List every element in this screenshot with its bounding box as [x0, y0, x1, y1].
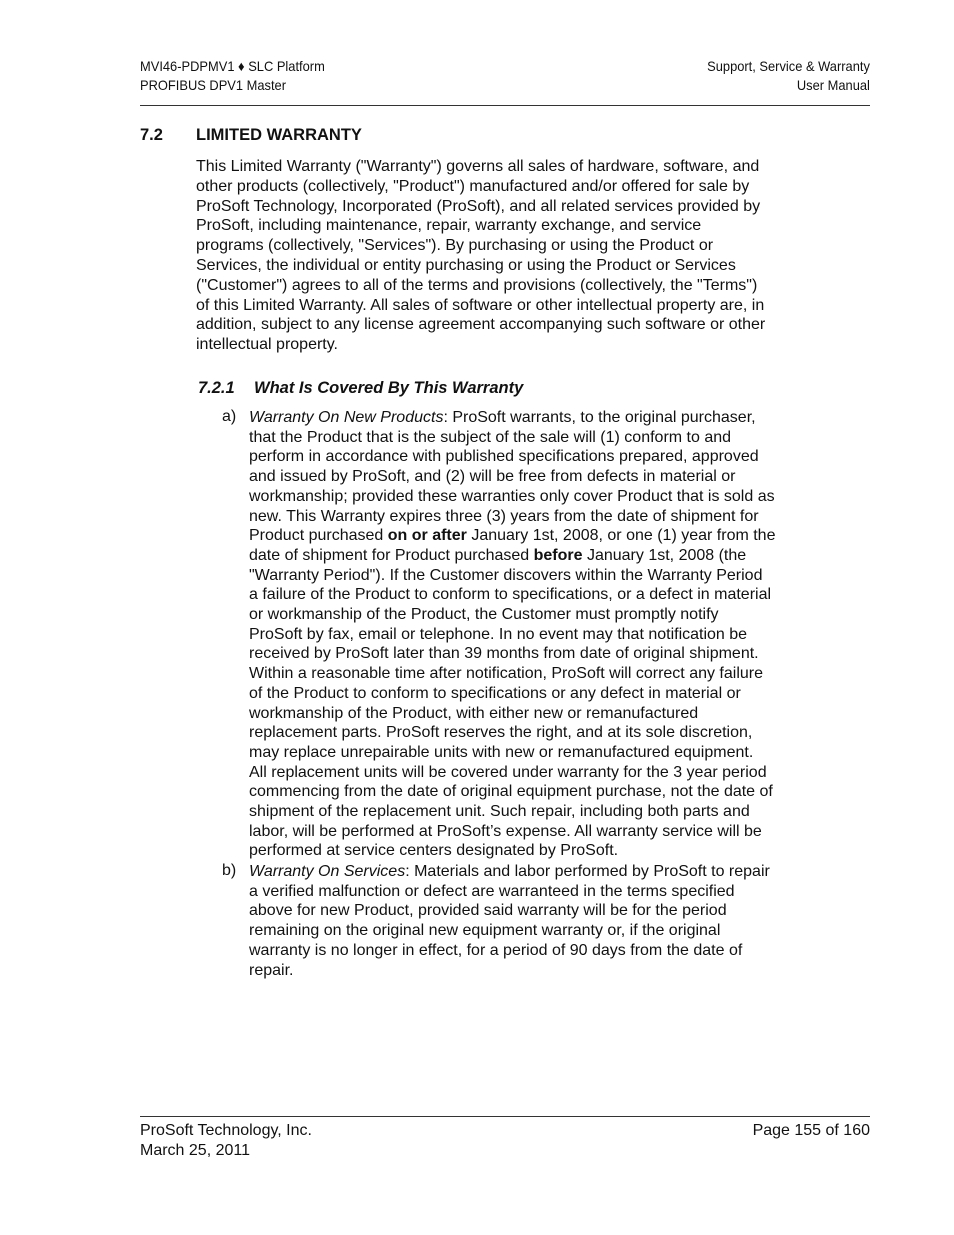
paragraph-line: addition, subject to any license agreement accompanying such software or other [196, 316, 766, 334]
footer-right [753, 1121, 870, 1141]
header-left [140, 57, 325, 95]
list-item-a-term: Warranty On New Products [249, 409, 444, 426]
list-item-b [249, 862, 829, 980]
list-item-a-first-line: Warranty On New Products: ProSoft warrants, to the original purchaser, [249, 409, 756, 426]
subsection-title: What Is Covered By This Warranty [254, 379, 524, 397]
page-footer [140, 1116, 870, 1159]
paragraph-line: programs (collectively, "Services"). By purchasing or using the Product or [196, 237, 714, 255]
list-item-b-first-line: Warranty On Services: Materials and labor performed by ProSoft to repair [249, 863, 770, 880]
page-number: Page 155 of 160 [752, 1122, 870, 1139]
paragraph-line: of this Limited Warranty. All sales of software or other intellectual property are, in [196, 296, 765, 314]
subsection-heading [198, 379, 523, 398]
list-item-b-line: above for new Product, provided said warranty will be for the period [249, 902, 727, 920]
footer-date: March 25, 2011 [140, 1141, 250, 1159]
list-item-a-line: a failure of the Product to conform to specifications, or a defect in material [249, 586, 772, 604]
emphasis-before: before [533, 546, 583, 564]
list-item-a-line: perform in accordance with published specifications prepared, approved [249, 448, 759, 466]
list-item-a-line-8: date of shipment for Product purchased before January 1st, 2008 (the [249, 546, 747, 564]
list-item-a-line: commencing from the date of original equipment purchase, not the date of [249, 783, 773, 801]
list-item-a-line: new. This Warranty expires three (3) years from the date of shipment for [249, 507, 759, 525]
footer-left [140, 1121, 312, 1160]
list-item-a-line: workmanship; provided these warranties only cover Product that is sold as [249, 487, 775, 505]
subsection-number: 7.2.1 [198, 379, 235, 397]
list-item-a-line: All replacement units will be covered under warranty for the 3 year period [249, 763, 767, 781]
list-item-a-line: received by ProSoft later than 39 months from date of original shipment. [249, 645, 759, 663]
list-item-a [249, 408, 829, 861]
list-item-a-line: or workmanship of the Product, the Customer must promptly notify [249, 606, 719, 624]
list-item-a-line: workmanship of the Product, with either new or remanufactured [249, 704, 699, 722]
list-item-b-marker: b) [222, 862, 237, 879]
list-item-a-line: performed at service centers designated by ProSoft. [249, 842, 619, 860]
list-item-a-line-7: Product purchased on or after January 1st, 2008, or one (1) year from the [249, 527, 776, 545]
list-item-b-line: a verified malfunction or defect are warranteed in the terms specified [249, 882, 735, 900]
page-header [140, 57, 870, 106]
list-item-a-marker: a) [222, 408, 237, 425]
list-item-a-line: labor, will be performed at ProSoft’s expense. All warranty service will be [249, 822, 762, 840]
section-paragraph [196, 157, 826, 355]
list-item-b-line: repair. [249, 961, 294, 979]
list-item-a-line: may replace unrepairable units with new or remanufactured equipment. [249, 743, 754, 761]
list-item-a-line: of the Product to conform to specifications or any defect in material or [249, 684, 741, 702]
header-right [707, 57, 870, 95]
section-title: LIMITED WARRANTY [196, 126, 362, 144]
paragraph-line: This Limited Warranty ("Warranty") governs all sales of hardware, software, and [196, 158, 760, 175]
list-item-a-line: ProSoft by fax, email or telephone. In no event may that notification be [249, 625, 748, 643]
paragraph-line: Services, the individual or entity purchasing or using the Product or Services [196, 256, 736, 274]
list-item-a-line: and issued by ProSoft, and (2) will be free from defects in material or [249, 468, 736, 486]
footer-company: ProSoft Technology, Inc. [140, 1122, 312, 1139]
list-item-b-line: remaining on the original new equipment warranty or, if the original [249, 922, 721, 940]
emphasis-on-or-after: on or after [387, 527, 467, 545]
header-subproduct: PROFIBUS DPV1 Master [140, 77, 287, 93]
paragraph-line: other products (collectively, "Product") manufactured and/or offered for sale by [196, 177, 750, 195]
paragraph-line: ProSoft, including maintenance, repair, warranty exchange, and service [196, 217, 702, 235]
paragraph-line: intellectual property. [196, 336, 338, 354]
list-item-a-line: "Warranty Period"). If the Customer discovers within the Warranty Period [249, 566, 763, 584]
list-item-b-term: Warranty On Services [249, 863, 406, 880]
list-item-a-line: shipment of the replacement unit. Such repair, including both parts and [249, 803, 750, 821]
header-doc-type: User Manual [796, 77, 870, 93]
list-item-b-line: warranty is no longer in effect, for a period of 90 days from the date of [249, 941, 743, 959]
paragraph-line: ProSoft Technology, Incorporated (ProSoft), and all related services provided by [196, 197, 761, 215]
paragraph-line: ("Customer") agrees to all of the terms and provisions (collectively, the "Terms") [196, 276, 758, 294]
section-number: 7.2 [140, 126, 163, 144]
list-item-a-line: Within a reasonable time after notification, ProSoft will correct any failure [249, 665, 764, 683]
list-item-a-line: replacement parts. ProSoft reserves the right, and at its sole discretion, [249, 724, 753, 742]
list-item-a-line: that the Product that is the subject of the sale will (1) conform to and [249, 428, 732, 446]
header-product: MVI46-PDPMV1 ♦ SLC Platform [140, 58, 325, 74]
header-chapter: Support, Service & Warranty [707, 58, 870, 74]
